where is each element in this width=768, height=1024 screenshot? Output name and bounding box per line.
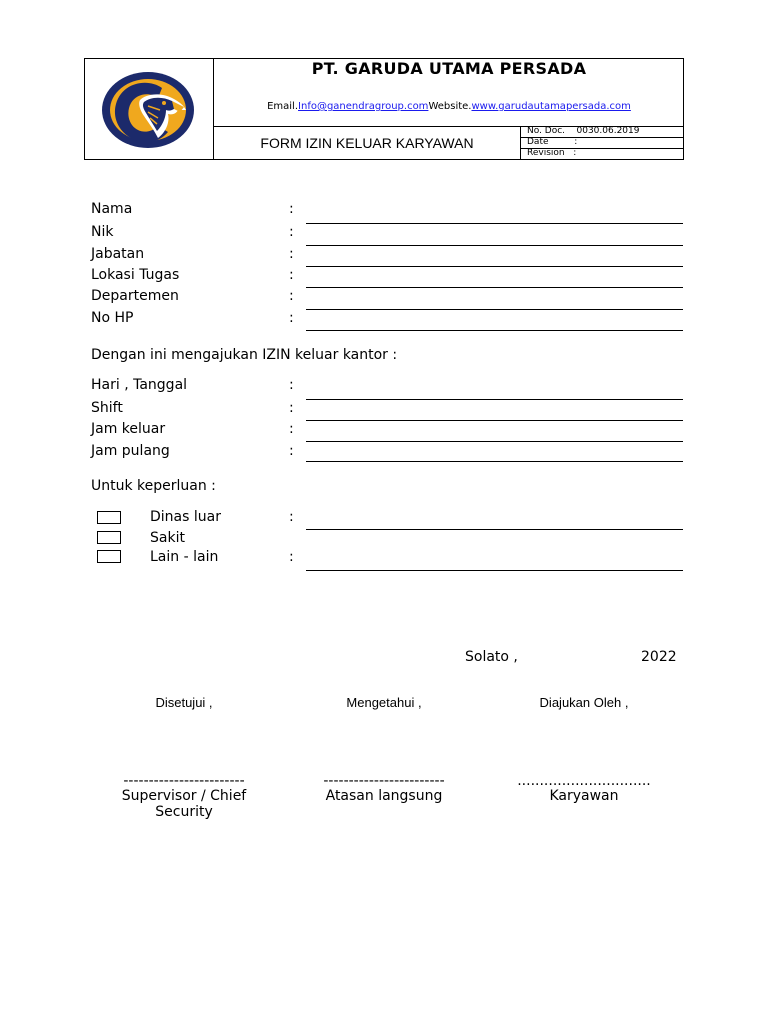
field-line-nik[interactable] bbox=[306, 245, 683, 246]
field-line-dinas-luar[interactable] bbox=[306, 529, 683, 530]
field-line-lain-lain[interactable] bbox=[306, 570, 683, 571]
field-colon: : bbox=[289, 267, 294, 283]
field-label-shift: Shift bbox=[91, 400, 123, 416]
field-line-jam-keluar[interactable] bbox=[306, 441, 683, 442]
checkbox-sakit[interactable] bbox=[97, 531, 121, 544]
field-label-jabatan: Jabatan bbox=[91, 246, 145, 262]
sig-name-approved-1: Supervisor / Chief bbox=[121, 788, 247, 804]
doc-date: Date : bbox=[527, 137, 578, 147]
doc-number: No. Doc. 0030.06.2019 bbox=[527, 126, 640, 136]
option-label-lain-lain: Lain - lain bbox=[150, 549, 219, 565]
email-link[interactable]: Info@ganendragroup.com bbox=[298, 101, 429, 112]
checkbox-dinas-luar[interactable] bbox=[97, 511, 121, 524]
field-line-nama[interactable] bbox=[306, 223, 683, 224]
website-label: Website. bbox=[428, 101, 472, 112]
form-title: FORM IZIN KELUAR KARYAWAN bbox=[260, 135, 474, 151]
place-label: Solato , bbox=[465, 649, 518, 665]
meta-divider bbox=[520, 126, 521, 160]
field-label-lokasi-tugas: Lokasi Tugas bbox=[91, 267, 180, 283]
field-colon: : bbox=[289, 288, 294, 304]
field-colon: : bbox=[289, 201, 294, 217]
field-colon: : bbox=[289, 549, 294, 565]
field-colon: : bbox=[289, 224, 294, 240]
field-colon: : bbox=[289, 509, 294, 525]
field-label-departemen: Departemen bbox=[91, 288, 179, 304]
field-label-jam-pulang: Jam pulang bbox=[91, 443, 170, 459]
year-label: 2022 bbox=[641, 649, 677, 665]
field-line-shift[interactable] bbox=[306, 420, 683, 421]
field-line-departemen[interactable] bbox=[306, 309, 683, 310]
field-colon: : bbox=[289, 443, 294, 459]
company-name: PT. GARUDA UTAMA PERSADA bbox=[311, 59, 587, 78]
email-label: Email. bbox=[267, 101, 299, 112]
sig-line-submitted: .............................. bbox=[517, 773, 651, 789]
garuda-eagle-logo bbox=[100, 70, 196, 150]
field-line-no-hp[interactable] bbox=[306, 330, 683, 331]
field-line-hari-tanggal[interactable] bbox=[306, 399, 683, 400]
request-intro: Dengan ini mengajukan IZIN keluar kantor : bbox=[91, 347, 398, 363]
contact-line bbox=[214, 100, 684, 113]
doc-revision: Revision : bbox=[527, 148, 577, 158]
field-label-jam-keluar: Jam keluar bbox=[91, 421, 166, 437]
field-colon: : bbox=[289, 421, 294, 437]
sig-line-approved: ------------------------ bbox=[123, 773, 245, 789]
sig-line-acknowledged: ------------------------ bbox=[323, 773, 445, 789]
field-colon: : bbox=[289, 246, 294, 262]
checkbox-lain-lain[interactable] bbox=[97, 550, 121, 563]
sig-name-approved-2: Security bbox=[155, 804, 213, 820]
field-label-nama: Nama bbox=[91, 201, 133, 217]
option-label-sakit: Sakit bbox=[150, 530, 185, 546]
website-link[interactable]: www.garudautamapersada.com bbox=[471, 101, 631, 112]
field-label-hari-tanggal: Hari , Tanggal bbox=[91, 377, 188, 393]
field-colon: : bbox=[289, 310, 294, 326]
sig-caption-submitted: Diajukan Oleh , bbox=[539, 695, 629, 710]
field-line-jam-pulang[interactable] bbox=[306, 461, 683, 462]
sig-name-acknowledged: Atasan langsung bbox=[325, 788, 443, 804]
sig-caption-approved: Disetujui , bbox=[155, 695, 213, 710]
field-label-nik: Nik bbox=[91, 224, 114, 240]
field-line-lokasi-tugas[interactable] bbox=[306, 287, 683, 288]
option-label-dinas-luar: Dinas luar bbox=[150, 509, 221, 525]
field-colon: : bbox=[289, 400, 294, 416]
field-label-no-hp: No HP bbox=[91, 310, 134, 326]
sig-name-submitted: Karyawan bbox=[549, 788, 619, 804]
sig-caption-acknowledged: Mengetahui , bbox=[346, 695, 422, 710]
purpose-label: Untuk keperluan : bbox=[91, 478, 216, 494]
field-line-jabatan[interactable] bbox=[306, 266, 683, 267]
field-colon: : bbox=[289, 377, 294, 393]
